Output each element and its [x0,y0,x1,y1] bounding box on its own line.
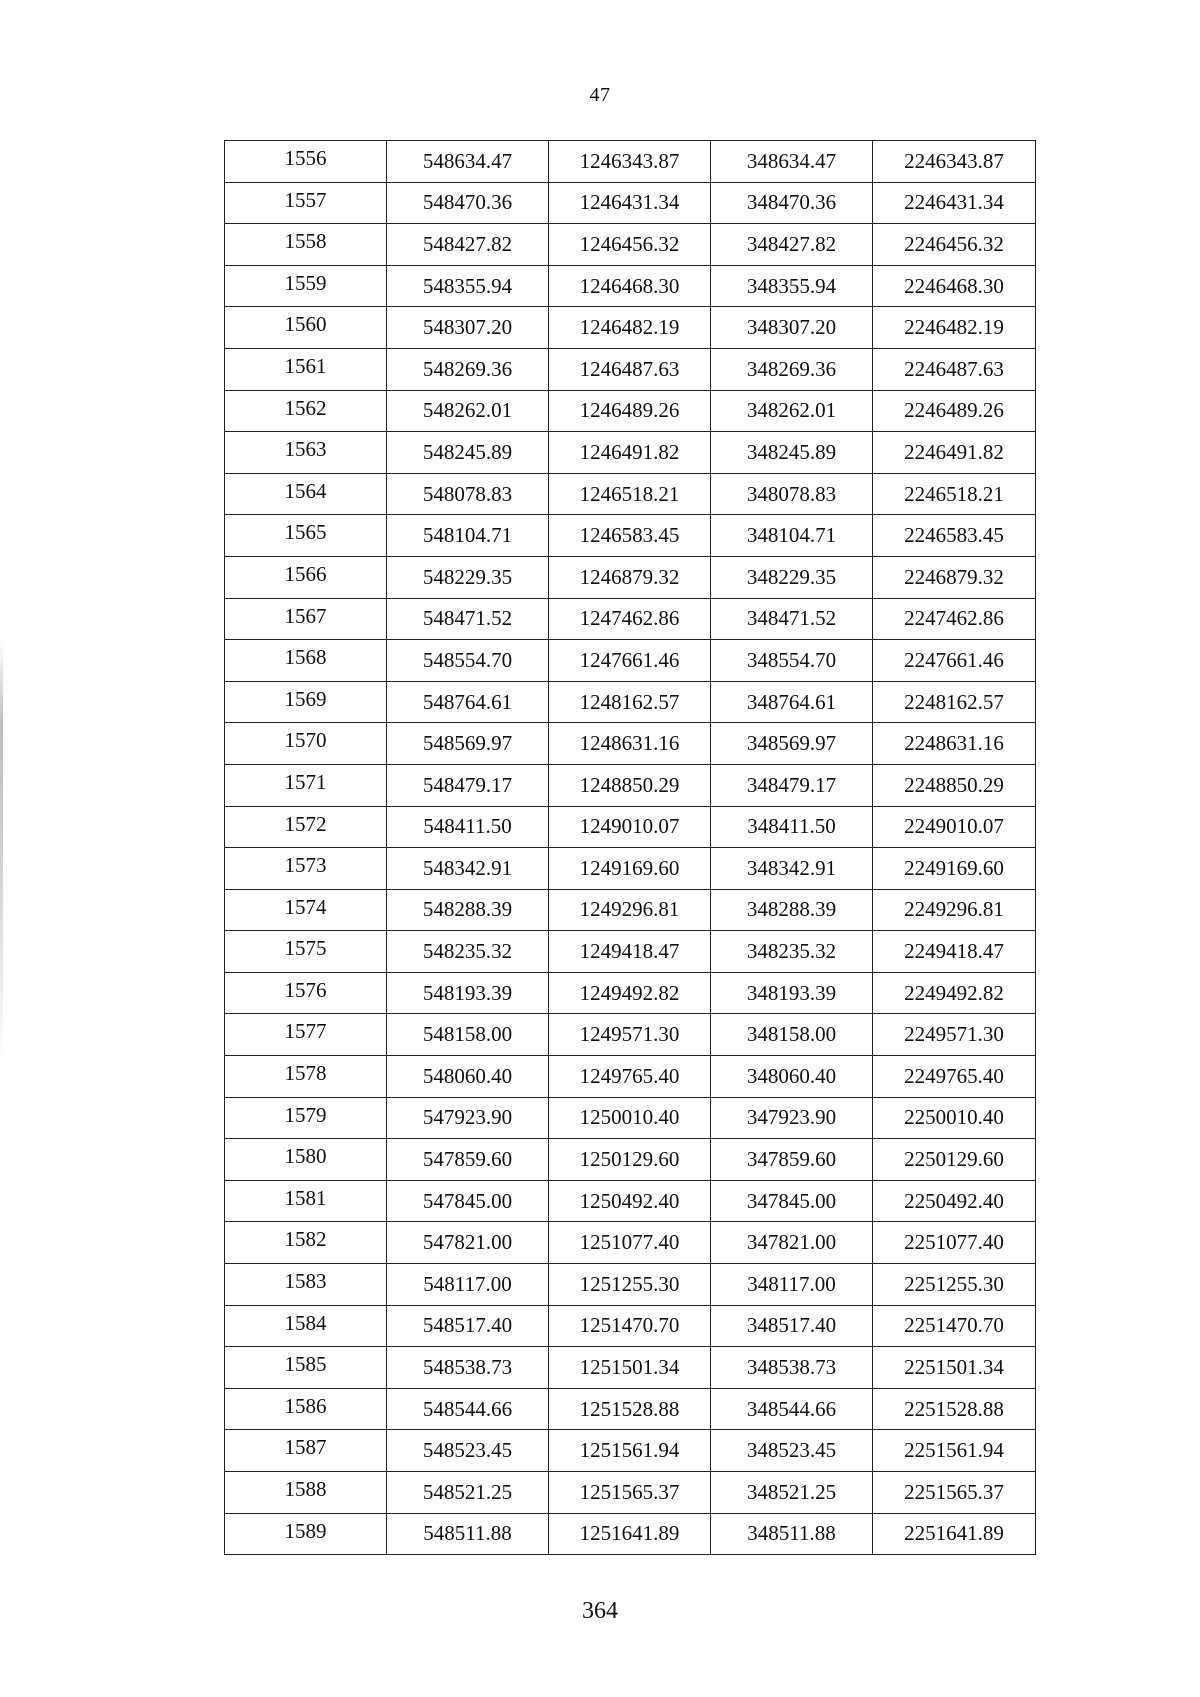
coordinate-cell: 548342.91 [387,848,549,890]
point-id-cell: 1581 [225,1180,387,1222]
point-id-cell: 1565 [225,515,387,557]
table-row [225,889,1036,931]
point-id-cell: 1570 [225,723,387,765]
coordinate-cell: 2246343.87 [873,141,1036,183]
coordinate-cell: 548538.73 [387,1347,549,1389]
table-row [225,348,1036,390]
coordinate-cell: 2246518.21 [873,473,1036,515]
coordinate-cell: 2251501.34 [873,1347,1036,1389]
point-id-cell: 1586 [225,1388,387,1430]
coordinate-cell: 1246343.87 [549,141,711,183]
coordinate-cell: 548307.20 [387,307,549,349]
table-row [225,1347,1036,1389]
coordinate-cell: 1249418.47 [549,931,711,973]
coordinate-cell: 2251565.37 [873,1472,1036,1514]
point-id-cell: 1588 [225,1472,387,1514]
coordinate-cell: 2248631.16 [873,723,1036,765]
coordinate-cell: 348427.82 [711,224,873,266]
coordinate-cell: 548411.50 [387,806,549,848]
coordinate-cell: 2251470.70 [873,1305,1036,1347]
table-row [225,1056,1036,1098]
coordinate-cell: 1246489.26 [549,390,711,432]
scan-edge-shadow [0,640,3,1060]
coordinate-cell: 2251255.30 [873,1264,1036,1306]
coordinate-cell: 348470.36 [711,182,873,224]
coordinate-cell: 348269.36 [711,348,873,390]
coordinate-cell: 2251641.89 [873,1513,1036,1555]
coordinate-cell: 348229.35 [711,556,873,598]
coordinate-cell: 2246456.32 [873,224,1036,266]
coordinate-cell: 348479.17 [711,764,873,806]
coordinate-cell: 2249571.30 [873,1014,1036,1056]
coordinate-cell: 348471.52 [711,598,873,640]
coordinate-cell: 548193.39 [387,972,549,1014]
point-id-cell: 1556 [225,141,387,183]
coordinate-cell: 548158.00 [387,1014,549,1056]
table-row [225,182,1036,224]
point-id-cell: 1571 [225,764,387,806]
coordinate-cell: 348117.00 [711,1264,873,1306]
point-id-cell: 1583 [225,1264,387,1306]
point-id-cell: 1572 [225,806,387,848]
coordinate-cell: 548245.89 [387,432,549,474]
coordinate-cell: 2247462.86 [873,598,1036,640]
coordinate-cell: 1251561.94 [549,1430,711,1472]
point-id-cell: 1576 [225,972,387,1014]
coordinate-cell: 348307.20 [711,307,873,349]
coordinate-cell: 2246879.32 [873,556,1036,598]
coordinate-cell: 1246468.30 [549,265,711,307]
table-row [225,806,1036,848]
coordinate-cell: 1246431.34 [549,182,711,224]
table-row [225,1014,1036,1056]
coordinate-cell: 548288.39 [387,889,549,931]
coordinate-cell: 347859.60 [711,1139,873,1181]
table-row [225,390,1036,432]
point-id-cell: 1579 [225,1097,387,1139]
coordinate-cell: 348521.25 [711,1472,873,1514]
coordinate-cell: 348517.40 [711,1305,873,1347]
coordinate-cell: 548229.35 [387,556,549,598]
point-id-cell: 1589 [225,1513,387,1555]
table-row [225,1472,1036,1514]
point-id-cell: 1568 [225,640,387,682]
header-page-number: 47 [589,84,611,106]
point-id-cell: 1582 [225,1222,387,1264]
coordinate-cell: 548517.40 [387,1305,549,1347]
coordinate-cell: 2251077.40 [873,1222,1036,1264]
coordinate-cell: 348078.83 [711,473,873,515]
coordinate-cell: 547923.90 [387,1097,549,1139]
coordinate-cell: 1250010.40 [549,1097,711,1139]
coordinate-cell: 548521.25 [387,1472,549,1514]
coordinate-cell: 547821.00 [387,1222,549,1264]
table-row [225,848,1036,890]
coordinate-cell: 2249492.82 [873,972,1036,1014]
table-row [225,931,1036,973]
table-row [225,473,1036,515]
point-id-cell: 1564 [225,473,387,515]
table-row [225,1139,1036,1181]
table-row [225,1305,1036,1347]
point-id-cell: 1580 [225,1139,387,1181]
coordinate-cell: 548427.82 [387,224,549,266]
table-row [225,598,1036,640]
coordinate-cell: 2249010.07 [873,806,1036,848]
table-row [225,1388,1036,1430]
coordinate-cell: 548471.52 [387,598,549,640]
table-row [225,307,1036,349]
coordinate-cell: 1248162.57 [549,681,711,723]
point-id-cell: 1584 [225,1305,387,1347]
point-id-cell: 1585 [225,1347,387,1389]
point-id-cell: 1560 [225,307,387,349]
coordinate-cell: 348544.66 [711,1388,873,1430]
point-id-cell: 1562 [225,390,387,432]
coordinate-cell: 2249418.47 [873,931,1036,973]
coordinate-cell: 348634.47 [711,141,873,183]
coordinate-cell: 548104.71 [387,515,549,557]
coordinate-cell: 547845.00 [387,1180,549,1222]
coordinate-cell: 1251528.88 [549,1388,711,1430]
coordinate-cell: 2248850.29 [873,764,1036,806]
table-row [225,556,1036,598]
coordinate-cell: 2251561.94 [873,1430,1036,1472]
coordinate-cell: 348104.71 [711,515,873,557]
coordinate-cell: 348262.01 [711,390,873,432]
coordinate-cell: 1246491.82 [549,432,711,474]
coordinate-cell: 548634.47 [387,141,549,183]
coordinate-cell: 548269.36 [387,348,549,390]
point-id-cell: 1573 [225,848,387,890]
coordinate-cell: 348355.94 [711,265,873,307]
coordinate-cell: 1246487.63 [549,348,711,390]
coordinate-cell: 347845.00 [711,1180,873,1222]
coordinate-cell: 2251528.88 [873,1388,1036,1430]
coordinate-cell: 548764.61 [387,681,549,723]
coordinate-cell: 348538.73 [711,1347,873,1389]
footer-page-number: 364 [582,1598,618,1624]
coordinate-cell: 1249765.40 [549,1056,711,1098]
table-row [225,1222,1036,1264]
coordinate-cell: 548544.66 [387,1388,549,1430]
coordinate-cell: 2249765.40 [873,1056,1036,1098]
table-row [225,1430,1036,1472]
coordinate-cell: 2246482.19 [873,307,1036,349]
coordinate-cell: 348342.91 [711,848,873,890]
table-row [225,1097,1036,1139]
point-id-cell: 1566 [225,556,387,598]
coordinate-cell: 1251501.34 [549,1347,711,1389]
coordinate-cell: 2248162.57 [873,681,1036,723]
coordinate-cell: 348245.89 [711,432,873,474]
coordinate-cell: 2246487.63 [873,348,1036,390]
coordinate-cell: 348764.61 [711,681,873,723]
coordinate-cell: 1248850.29 [549,764,711,806]
table-row [225,1180,1036,1222]
coordinate-cell: 347821.00 [711,1222,873,1264]
point-id-cell: 1557 [225,182,387,224]
coordinate-cell: 2250492.40 [873,1180,1036,1222]
coordinate-cell: 1249492.82 [549,972,711,1014]
table-body [225,141,1036,1555]
coordinate-cell: 2246489.26 [873,390,1036,432]
coordinate-cell: 548262.01 [387,390,549,432]
coordinate-cell: 548523.45 [387,1430,549,1472]
coordinate-cell: 2247661.46 [873,640,1036,682]
coordinate-cell: 548569.97 [387,723,549,765]
coordinate-cell: 1248631.16 [549,723,711,765]
point-id-cell: 1563 [225,432,387,474]
coordinate-cell: 548078.83 [387,473,549,515]
coordinate-cell: 348569.97 [711,723,873,765]
table-row [225,432,1036,474]
coordinate-cell: 548479.17 [387,764,549,806]
point-id-cell: 1574 [225,889,387,931]
coordinate-cell: 2246431.34 [873,182,1036,224]
table-row [225,972,1036,1014]
table-row [225,723,1036,765]
coordinate-cell: 2250010.40 [873,1097,1036,1139]
table-row [225,265,1036,307]
coordinate-cell: 2246583.45 [873,515,1036,557]
coordinate-cell: 1249010.07 [549,806,711,848]
point-id-cell: 1575 [225,931,387,973]
table-row [225,224,1036,266]
coordinate-cell: 1247661.46 [549,640,711,682]
table-row [225,515,1036,557]
point-id-cell: 1587 [225,1430,387,1472]
table-row [225,681,1036,723]
coordinate-cell: 548470.36 [387,182,549,224]
coordinate-cell: 1249296.81 [549,889,711,931]
point-id-cell: 1569 [225,681,387,723]
table-row [225,1264,1036,1306]
coordinate-cell: 348411.50 [711,806,873,848]
coordinate-cell: 548060.40 [387,1056,549,1098]
coordinate-cell: 348060.40 [711,1056,873,1098]
coordinate-cell: 2250129.60 [873,1139,1036,1181]
coordinate-cell: 548511.88 [387,1513,549,1555]
coordinate-cell: 1249169.60 [549,848,711,890]
coordinate-cell: 348511.88 [711,1513,873,1555]
point-id-cell: 1559 [225,265,387,307]
coordinate-cell: 348193.39 [711,972,873,1014]
coordinate-cell: 548355.94 [387,265,549,307]
point-id-cell: 1561 [225,348,387,390]
coordinate-cell: 348554.70 [711,640,873,682]
coordinate-cell: 1246583.45 [549,515,711,557]
coordinate-cell: 347923.90 [711,1097,873,1139]
coordinate-cell: 1249571.30 [549,1014,711,1056]
point-id-cell: 1578 [225,1056,387,1098]
coordinate-cell: 1247462.86 [549,598,711,640]
coordinate-cell: 1246879.32 [549,556,711,598]
coordinate-cell: 2249296.81 [873,889,1036,931]
table-row [225,640,1036,682]
table-row [225,1513,1036,1555]
table-row [225,764,1036,806]
coordinate-cell: 1250129.60 [549,1139,711,1181]
coordinate-cell: 547859.60 [387,1139,549,1181]
coordinate-cell: 1251470.70 [549,1305,711,1347]
point-id-cell: 1558 [225,224,387,266]
coordinate-cell: 2246468.30 [873,265,1036,307]
coordinate-cell: 1251565.37 [549,1472,711,1514]
coordinate-cell: 1246482.19 [549,307,711,349]
coordinate-cell: 1246518.21 [549,473,711,515]
coordinate-cell: 1251077.40 [549,1222,711,1264]
coordinate-cell: 548554.70 [387,640,549,682]
table-row [225,141,1036,183]
coordinate-cell: 348288.39 [711,889,873,931]
point-id-cell: 1577 [225,1014,387,1056]
coordinate-cell: 348158.00 [711,1014,873,1056]
coordinate-cell: 348235.32 [711,931,873,973]
coordinate-cell: 548117.00 [387,1264,549,1306]
coordinate-cell: 548235.32 [387,931,549,973]
coordinate-cell: 1246456.32 [549,224,711,266]
coordinates-table [224,140,1036,1555]
coordinate-cell: 1251255.30 [549,1264,711,1306]
coordinate-cell: 2249169.60 [873,848,1036,890]
coordinate-cell: 1251641.89 [549,1513,711,1555]
point-id-cell: 1567 [225,598,387,640]
coordinate-cell: 348523.45 [711,1430,873,1472]
coordinate-cell: 2246491.82 [873,432,1036,474]
coordinate-cell: 1250492.40 [549,1180,711,1222]
